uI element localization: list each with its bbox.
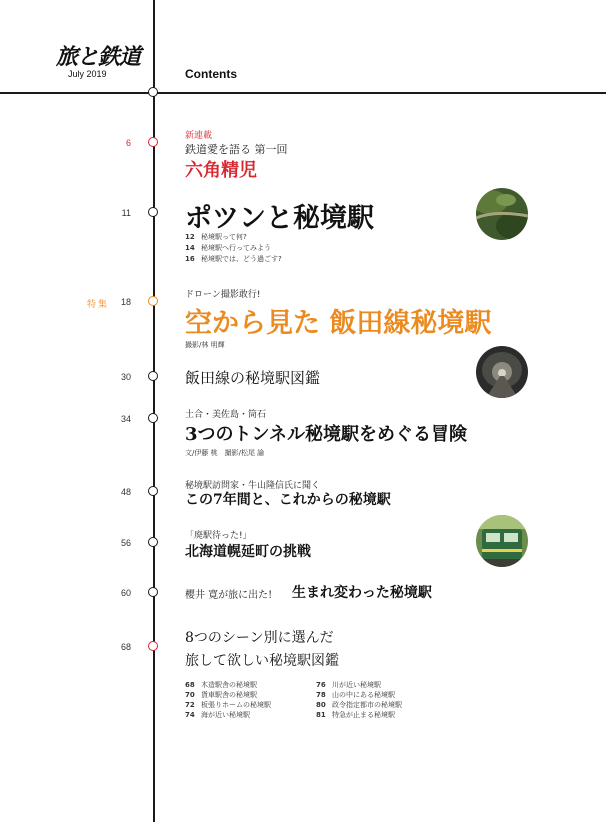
sub-item-page: 76 xyxy=(316,681,326,689)
feature-tag: 特集 xyxy=(87,300,110,310)
sub-item xyxy=(185,690,257,700)
sub-item-label: 貨車駅舎の秘境駅 xyxy=(201,691,257,699)
sub-item-page: 80 xyxy=(316,701,326,709)
sub-item-label: 海が近い秘境駅 xyxy=(201,711,250,719)
sub-item xyxy=(185,700,271,710)
sub-item-label: 秘境駅では、どう過ごす? xyxy=(201,255,282,263)
entry-title: ポツンと秘境駅 xyxy=(185,203,374,234)
tunnel-station-photo xyxy=(476,346,528,398)
entry-page-number: 18 xyxy=(120,297,131,307)
entry-kicker: 新連載 xyxy=(185,131,213,141)
timeline-node xyxy=(148,207,158,217)
entry-page-number: 60 xyxy=(120,588,131,598)
entry-kicker: 「廃駅待った!」 xyxy=(185,531,252,541)
entry-page-number: 6 xyxy=(125,138,131,148)
sub-item-label: 政令指定都市の秘境駅 xyxy=(332,701,402,709)
entry-page-number: 68 xyxy=(120,642,131,652)
sub-item xyxy=(316,690,395,700)
timeline-node xyxy=(148,296,158,306)
entry-title-line1: 8つのシーン別に選んだ xyxy=(185,630,334,646)
sub-item-page: 70 xyxy=(185,691,195,699)
entry-title-line2: 旅して欲しい秘境駅図鑑 xyxy=(185,653,339,669)
entry-credit: 撮影/林 明輝 xyxy=(185,341,225,349)
entry-subtitle: 鉄道愛を語る 第一回 xyxy=(185,143,288,156)
entry-title: 生まれ変わった秘境駅 xyxy=(292,585,432,601)
sub-item-label: 秘境駅って何? xyxy=(201,233,247,241)
sub-item-label: 秘境駅へ行ってみよう xyxy=(201,244,271,252)
issue-date: July 2019 xyxy=(68,69,107,79)
sub-item-page: 74 xyxy=(185,711,195,719)
entry-kicker: 秘境駅訪問家・牛山隆信氏に聞く xyxy=(185,481,321,491)
sub-item-label: 木造駅舎の秘境駅 xyxy=(201,681,257,689)
timeline-node xyxy=(148,587,158,597)
sub-item-page: 12 xyxy=(185,233,195,241)
sub-item xyxy=(316,710,395,720)
aerial-forest-station-photo xyxy=(476,188,528,240)
header-divider-line xyxy=(0,92,606,94)
sub-item xyxy=(185,243,271,253)
sub-item xyxy=(316,680,381,690)
timeline-node xyxy=(148,413,158,423)
entry-kicker: ドローン撮影敢行! xyxy=(185,290,261,300)
sub-item-label: 山の中にある秘境駅 xyxy=(332,691,395,699)
sub-item xyxy=(185,680,257,690)
timeline-node xyxy=(148,486,158,496)
timeline-vertical-line xyxy=(153,0,155,822)
timeline-node xyxy=(148,537,158,547)
sub-item-label: 板張りホームの秘境駅 xyxy=(201,701,271,709)
sub-item xyxy=(185,232,247,242)
timeline-node-header xyxy=(148,87,158,97)
sub-item-page: 81 xyxy=(316,711,326,719)
sub-item xyxy=(316,700,402,710)
green-train-photo xyxy=(476,515,528,567)
timeline-node xyxy=(148,641,158,651)
entry-prefix: 櫻井 寛が旅に出た! xyxy=(185,590,273,601)
entry-title: 空から見た 飯田線秘境駅 xyxy=(185,308,492,339)
timeline-node xyxy=(148,371,158,381)
entry-page-number: 48 xyxy=(120,487,131,497)
sub-item xyxy=(185,710,250,720)
sub-item-label: 川が近い秘境駅 xyxy=(332,681,381,689)
sub-item-page: 68 xyxy=(185,681,195,689)
timeline-node xyxy=(148,137,158,147)
entry-page-number: 11 xyxy=(121,208,131,218)
entry-page-number: 34 xyxy=(120,414,131,424)
entry-page-number: 30 xyxy=(120,372,131,382)
sub-item-page: 78 xyxy=(316,691,326,699)
sub-item xyxy=(185,254,282,264)
entry-title: 飯田線の秘境駅図鑑 xyxy=(185,369,321,387)
sub-item-page: 72 xyxy=(185,701,195,709)
entry-title: 北海道幌延町の挑戦 xyxy=(185,544,311,560)
entry-page-number: 56 xyxy=(120,538,131,548)
magazine-logo: 旅と鉄道 xyxy=(56,44,141,70)
sub-item-label: 特急が止まる秘境駅 xyxy=(332,711,395,719)
entry-title: この7年間と、これからの秘境駅 xyxy=(185,492,391,508)
entry-kicker: 土合・美佐島・筒石 xyxy=(185,410,267,420)
page-title: Contents xyxy=(185,67,237,81)
entry-title: 六角精児 xyxy=(185,160,257,181)
sub-item-page: 16 xyxy=(185,255,195,263)
entry-title: 3つのトンネル秘境駅をめぐる冒険 xyxy=(185,424,467,445)
sub-item-page: 14 xyxy=(185,244,195,252)
entry-credit: 文/伊藤 桃 撮影/松尾 諭 xyxy=(185,449,265,457)
